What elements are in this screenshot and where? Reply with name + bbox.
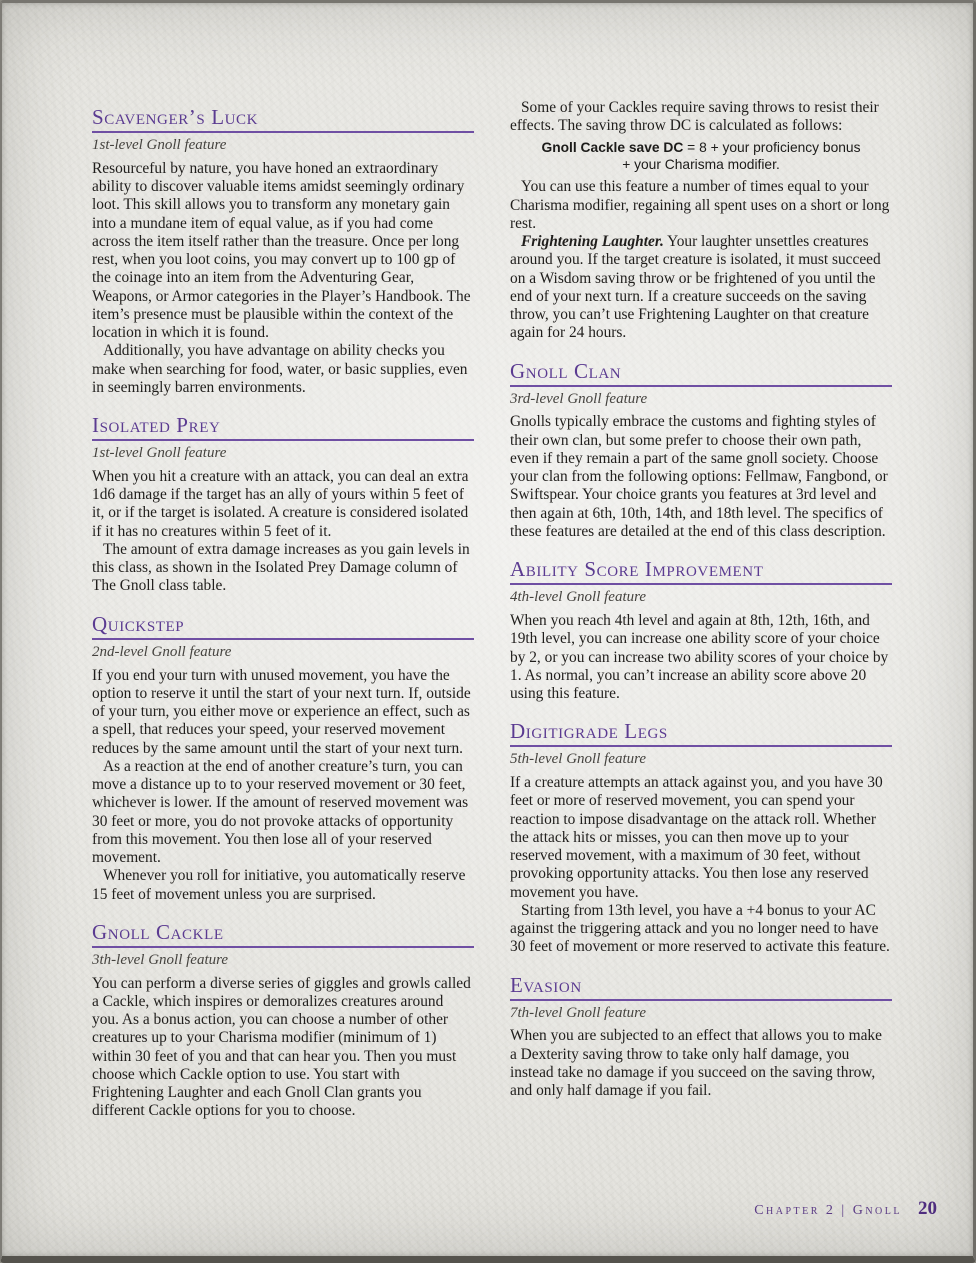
- section-subtitle: 2nd-level Gnoll feature: [92, 643, 232, 660]
- section-subtitle: 3rd-level Gnoll feature: [510, 390, 648, 407]
- left-column: [92, 99, 474, 1121]
- section-subtitle: 1st-level Gnoll feature: [92, 445, 227, 462]
- footer-chapter-label: Chapter 2 | Gnoll: [754, 1203, 902, 1218]
- footer-page-number: 20: [918, 1198, 937, 1219]
- section-title: Digitigrade Legs: [510, 720, 892, 747]
- section-subtitle: 7th-level Gnoll feature: [510, 1004, 647, 1021]
- cackle-saving-throw-paragraph: Some of your Cackles require saving throws to resist their effects. The saving throw DC is calculated as follows:: [510, 99, 879, 135]
- paragraph: If a creature attempts an attack against you, and you have 30 feet or more of reserved movement, you can spend your reaction to impose disadvantage on the attack roll. Whether the attack hits or misses, you can then move up to your reserved movement, with a maximum of 30 feet, without provoking opportunity attacks. You then lose any reserved movement you have.: [510, 774, 883, 901]
- section-subtitle: 4th-level Gnoll feature: [510, 589, 647, 606]
- save-dc-formula-expression: = 8 + your proficiency bonus: [683, 139, 861, 155]
- section-isolated-prey: [92, 414, 474, 596]
- page-footer: [754, 1198, 937, 1220]
- paragraph: When you hit a creature with an attack, you can deal an extra 1d6 damage if the target has an ally of yours within 5 feet of it, or if the target is isolated. A creature is considered isolated if it has no creatures within 5 feet of it.: [92, 467, 469, 540]
- paragraph: Starting from 13th level, you have a +4 bonus to your AC against the triggering attack and you no longer need to have 30 feet of movement or more reserved to activate this feature.: [510, 901, 890, 956]
- paragraph: Gnolls typically embrace the customs and fighting styles of their own clan, but some prefer to choose their own path, even if they remain a part of the same gnoll society. Choose your clan from the following options: Fellmaw, Fangbond, or Swiftspear. Your choice grants you features at 3rd level and then again at 6th, 10th, 14th, and 18th level. The specifics of these features are detailed at the end of this class description.: [510, 413, 888, 540]
- paragraph: The amount of extra damage increases as you gain levels in this class, as shown in the Isolated Prey Damage column of The Gnoll class table.: [92, 540, 470, 595]
- right-column: [510, 99, 892, 1121]
- save-dc-formula-line1: [516, 139, 886, 157]
- paragraph: Resourceful by nature, you have honed an extraordinary ability to discover valuable items amidst seemingly ordinary loot. This skill allows you to transform any monetary gain into a mundane item of equal value, as if you had come across the item itself rather than the treasure. Once per long rest, when you loot coins, you may convert up to 100 gp of the coinage into an item from the Adventuring Gear, Weapons, or Armor categories in the Player’s Handbook. The item’s presence must be plausible within the context of the location in which it is found.: [92, 159, 471, 342]
- section-digitigrade-legs: [510, 720, 892, 956]
- section-quickstep: [92, 613, 474, 904]
- frightening-laughter-paragraph: [510, 233, 892, 343]
- section-title: Gnoll Cackle: [92, 921, 474, 948]
- save-dc-formula: [516, 139, 886, 175]
- section-title: Isolated Prey: [92, 414, 474, 441]
- section-subtitle: 5th-level Gnoll feature: [510, 751, 647, 768]
- section-gnoll-cackle: [92, 921, 474, 1121]
- section-subtitle: 1st-level Gnoll feature: [92, 137, 227, 154]
- paragraph: If you end your turn with unused movement, you have the option to reserve it until the start of your next turn. If, outside of your turn, you either move or experience an effect, such as a spell, that reduces your speed, your reserved movement reduces by the same amount until the start of your next turn.: [92, 666, 471, 757]
- section-title: Evasion: [510, 974, 892, 1001]
- section-title: Scavenger’s Luck: [92, 106, 474, 133]
- section-evasion: [510, 974, 892, 1101]
- save-dc-formula-line2: + your Charisma modifier.: [622, 157, 780, 173]
- paragraph: You can perform a diverse series of giggles and growls called a Cackle, which inspires or demoralizes creatures around you. As a bonus action, you can choose a number of other creatures up to your Charisma modifier (minimum of 1) within 30 feet of you and that can hear you. Then you must choose which Cackle option to use. You start with Frightening Laughter and each Gnoll Clan grants you different Cackle options for you to choose.: [92, 974, 471, 1120]
- section-subtitle: 3th-level Gnoll feature: [92, 951, 229, 968]
- frightening-laughter-lead: Frightening Laughter.: [521, 233, 664, 251]
- paragraph: Additionally, you have advantage on ability checks you make when searching for food, water, or basic supplies, even in seemingly barren environments.: [92, 342, 468, 396]
- paragraph: Whenever you roll for initiative, you automatically reserve 15 feet of movement unless you are surprised.: [92, 867, 466, 903]
- section-title: Gnoll Clan: [510, 360, 892, 387]
- cackle-uses-paragraph: You can use this feature a number of times equal to your Charisma modifier, regaining all spent uses on a short or long rest.: [510, 178, 890, 232]
- section-gnoll-clan: [510, 360, 892, 542]
- section-title: Ability Score Improvement: [510, 558, 892, 585]
- frightening-laughter-text: Your laughter unsettles creatures around you. If the target creature is isolated, it must succeed on a Wisdom saving throw or be frightened of you until the end of your next turn. If a creature succeeds on the saving throw, you can’t use Frightening Laughter on that creature again for 24 hours.: [510, 233, 881, 342]
- save-dc-formula-term: Gnoll Cackle save DC: [541, 139, 684, 155]
- paragraph: When you are subjected to an effect that allows you to make a Dexterity saving throw to take only half damage, you instead take no damage if you succeed on the saving throw, and only half damage if you fail.: [510, 1027, 882, 1100]
- section-ability-score-improvement: [510, 558, 892, 703]
- section-scavengers-luck: [92, 106, 474, 397]
- paragraph: When you reach 4th level and again at 8th, 12th, 16th, and 19th level, you can increase one ability score of your choice by 2, or you can increase two ability scores of your choice by 1. As normal, you can’t increase an ability score above 20 using this feature.: [510, 612, 889, 703]
- two-column-layout: [2, 3, 973, 1121]
- paragraph: As a reaction at the end of another creature’s turn, you can move a distance up to to your reserved movement or 30 feet, whichever is lower. If the amount of reserved movement was 30 feet or more, you do not provoke attacks of opportunity from this movement. You then lose all of your reserved movement.: [92, 757, 469, 867]
- section-title: Quickstep: [92, 613, 474, 640]
